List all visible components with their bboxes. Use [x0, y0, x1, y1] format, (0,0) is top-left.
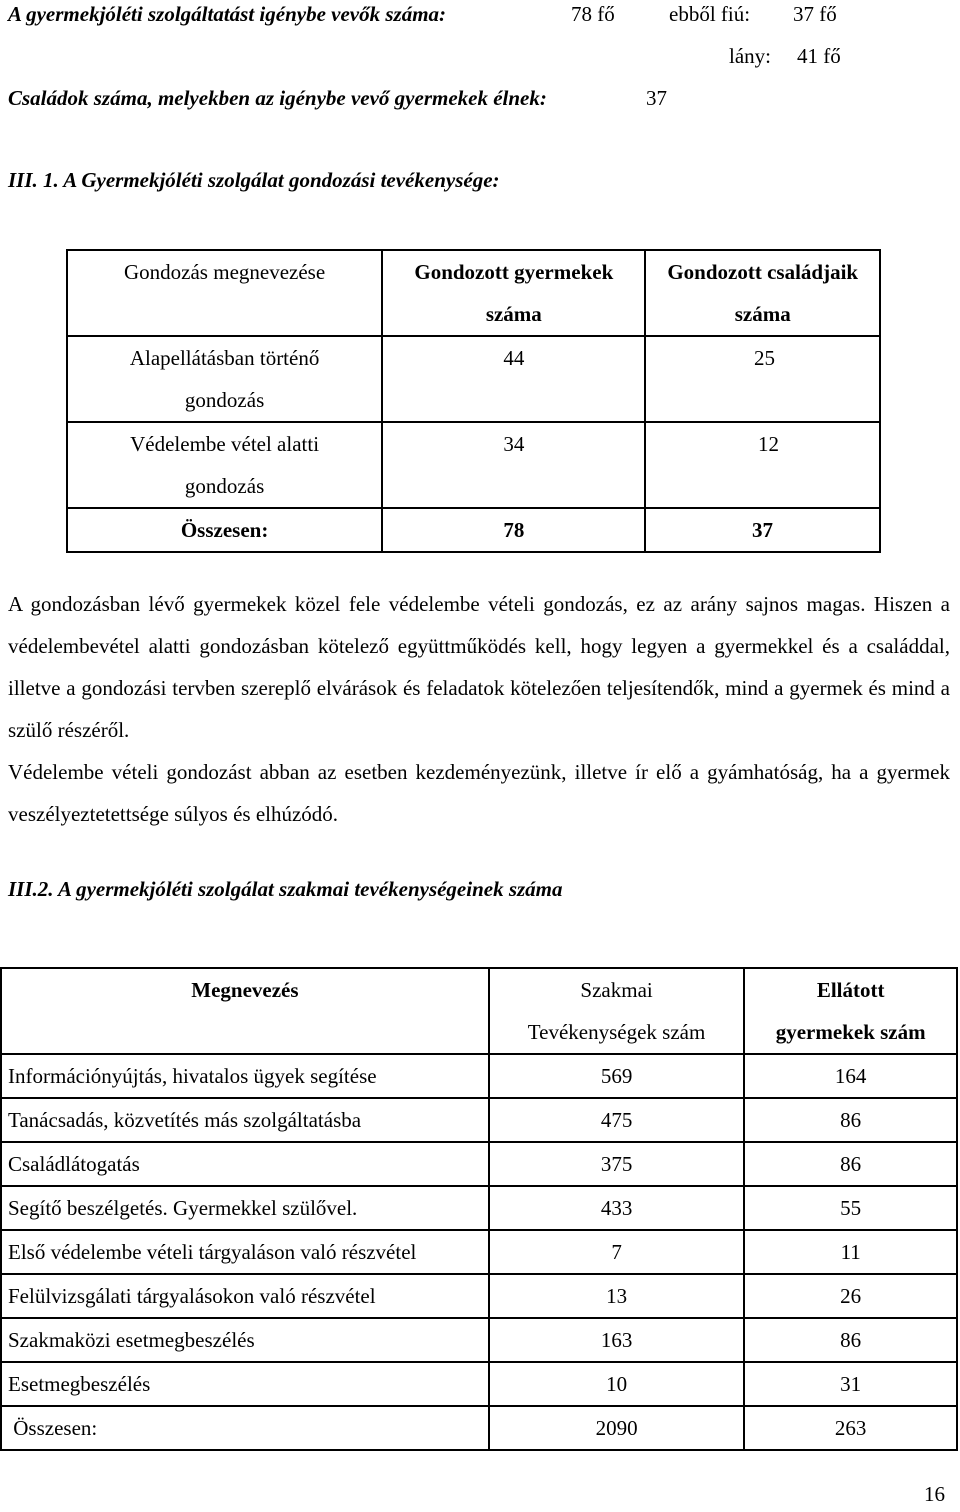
row-label: Védelembe vétel alatti gondozás — [67, 422, 382, 508]
page-number: 16 — [924, 1482, 945, 1506]
table-total-row — [67, 508, 880, 552]
care-activity-table — [66, 249, 881, 553]
served-value: 78 fő — [571, 2, 615, 26]
children-count: 31 — [744, 1362, 957, 1406]
activity-count: 163 — [489, 1318, 745, 1362]
header-cell: Gondozott családjaik száma — [645, 250, 880, 336]
activity-name: Felülvizsgálati tárgyalásokon való részvétel — [1, 1274, 489, 1318]
activity-count: 433 — [489, 1186, 745, 1230]
table-row — [67, 336, 880, 422]
section2-title: III.2. A gyermekjóléti szolgálat szakmai tevékenységeinek száma — [8, 877, 563, 901]
table-total-row — [1, 1406, 957, 1450]
families-label: Családok száma, melyekben az igénybe vevő gyermekek élnek: — [8, 86, 547, 110]
activity-count: 569 — [489, 1054, 745, 1098]
activity-name: Segítő beszélgetés. Gyermekkel szülővel. — [1, 1186, 489, 1230]
professional-activity-table — [0, 967, 958, 1451]
table-row — [1, 1142, 957, 1186]
activity-count: 7 — [489, 1230, 745, 1274]
children-count: 44 — [382, 336, 645, 422]
children-count: 55 — [744, 1186, 957, 1230]
children-count: 164 — [744, 1054, 957, 1098]
table-row — [1, 1362, 957, 1406]
children-count: 26 — [744, 1274, 957, 1318]
header-cell: Gondozás megnevezése — [67, 250, 382, 336]
paragraph-2: Védelembe vételi gondozást abban az esetben kezdeményezünk, illetve ír elő a gyámhatóság, ha a gyermek veszélyeztetettsége súlyos és elhúzódó. — [8, 760, 950, 826]
activity-count: 2090 — [489, 1406, 745, 1450]
families-count: 12 — [645, 422, 880, 508]
children-count: 86 — [744, 1142, 957, 1186]
row-label: Alapellátásban történő gondozás — [67, 336, 382, 422]
table-row — [1, 1274, 957, 1318]
families-value: 37 — [646, 86, 667, 110]
activity-name: Esetmegbeszélés — [1, 1362, 489, 1406]
header-cell: Megnevezés — [1, 968, 489, 1054]
table-row — [1, 1186, 957, 1230]
families-count: 25 — [645, 336, 880, 422]
served-label: A gyermekjóléti szolgáltatást igénybe vevők száma: — [8, 2, 447, 26]
total-children: 78 — [382, 508, 645, 552]
girls-label: lány: — [729, 44, 771, 68]
table-header-row — [1, 968, 957, 1054]
table-row — [67, 422, 880, 508]
activity-count: 13 — [489, 1274, 745, 1318]
children-count: 86 — [744, 1318, 957, 1362]
table-row — [1, 1318, 957, 1362]
header-cell: Gondozott gyermekek száma — [382, 250, 645, 336]
activity-count: 10 — [489, 1362, 745, 1406]
children-count: 263 — [744, 1406, 957, 1450]
table-row — [1, 1098, 957, 1142]
body-paragraph — [8, 583, 950, 835]
table-header-row — [67, 250, 880, 336]
activity-name: Információnyújtás, hivatalos ügyek segítése — [1, 1054, 489, 1098]
boys-value: 37 fő — [793, 2, 837, 26]
activity-name: Összesen: — [1, 1406, 489, 1450]
activity-name: Családlátogatás — [1, 1142, 489, 1186]
children-count: 11 — [744, 1230, 957, 1274]
activity-name: Első védelembe vételi tárgyaláson való részvétel — [1, 1230, 489, 1274]
section1-title: III. 1. A Gyermekjóléti szolgálat gondozási tevékenysége: — [8, 168, 500, 192]
table-row — [1, 1054, 957, 1098]
header-cell: Szakmai Tevékenységek szám — [489, 968, 745, 1054]
boys-label: ebből fiú: — [669, 2, 751, 26]
children-count: 34 — [382, 422, 645, 508]
activity-count: 475 — [489, 1098, 745, 1142]
total-families: 37 — [645, 508, 880, 552]
children-count: 86 — [744, 1098, 957, 1142]
girls-value: 41 fő — [797, 44, 841, 68]
total-label: Összesen: — [67, 508, 382, 552]
activity-name: Tanácsadás, közvetítés más szolgáltatásba — [1, 1098, 489, 1142]
paragraph-1: A gondozásban lévő gyermekek közel fele védelembe vételi gondozás, ez az arány sajnos magas. Hiszen a védelembevétel alatti gondozásban kötelező együttműködés kell, hogy legyen a gyermekkel és a családdal, illetve a gondozási tervben szereplő elvárások és feladatok kötelezően teljesítendők, mind a gyermek és mind a szülő részéről. — [8, 592, 950, 742]
activity-count: 375 — [489, 1142, 745, 1186]
table-row — [1, 1230, 957, 1274]
activity-name: Szakmaközi esetmegbeszélés — [1, 1318, 489, 1362]
header-cell: Ellátott gyermekek szám — [744, 968, 957, 1054]
